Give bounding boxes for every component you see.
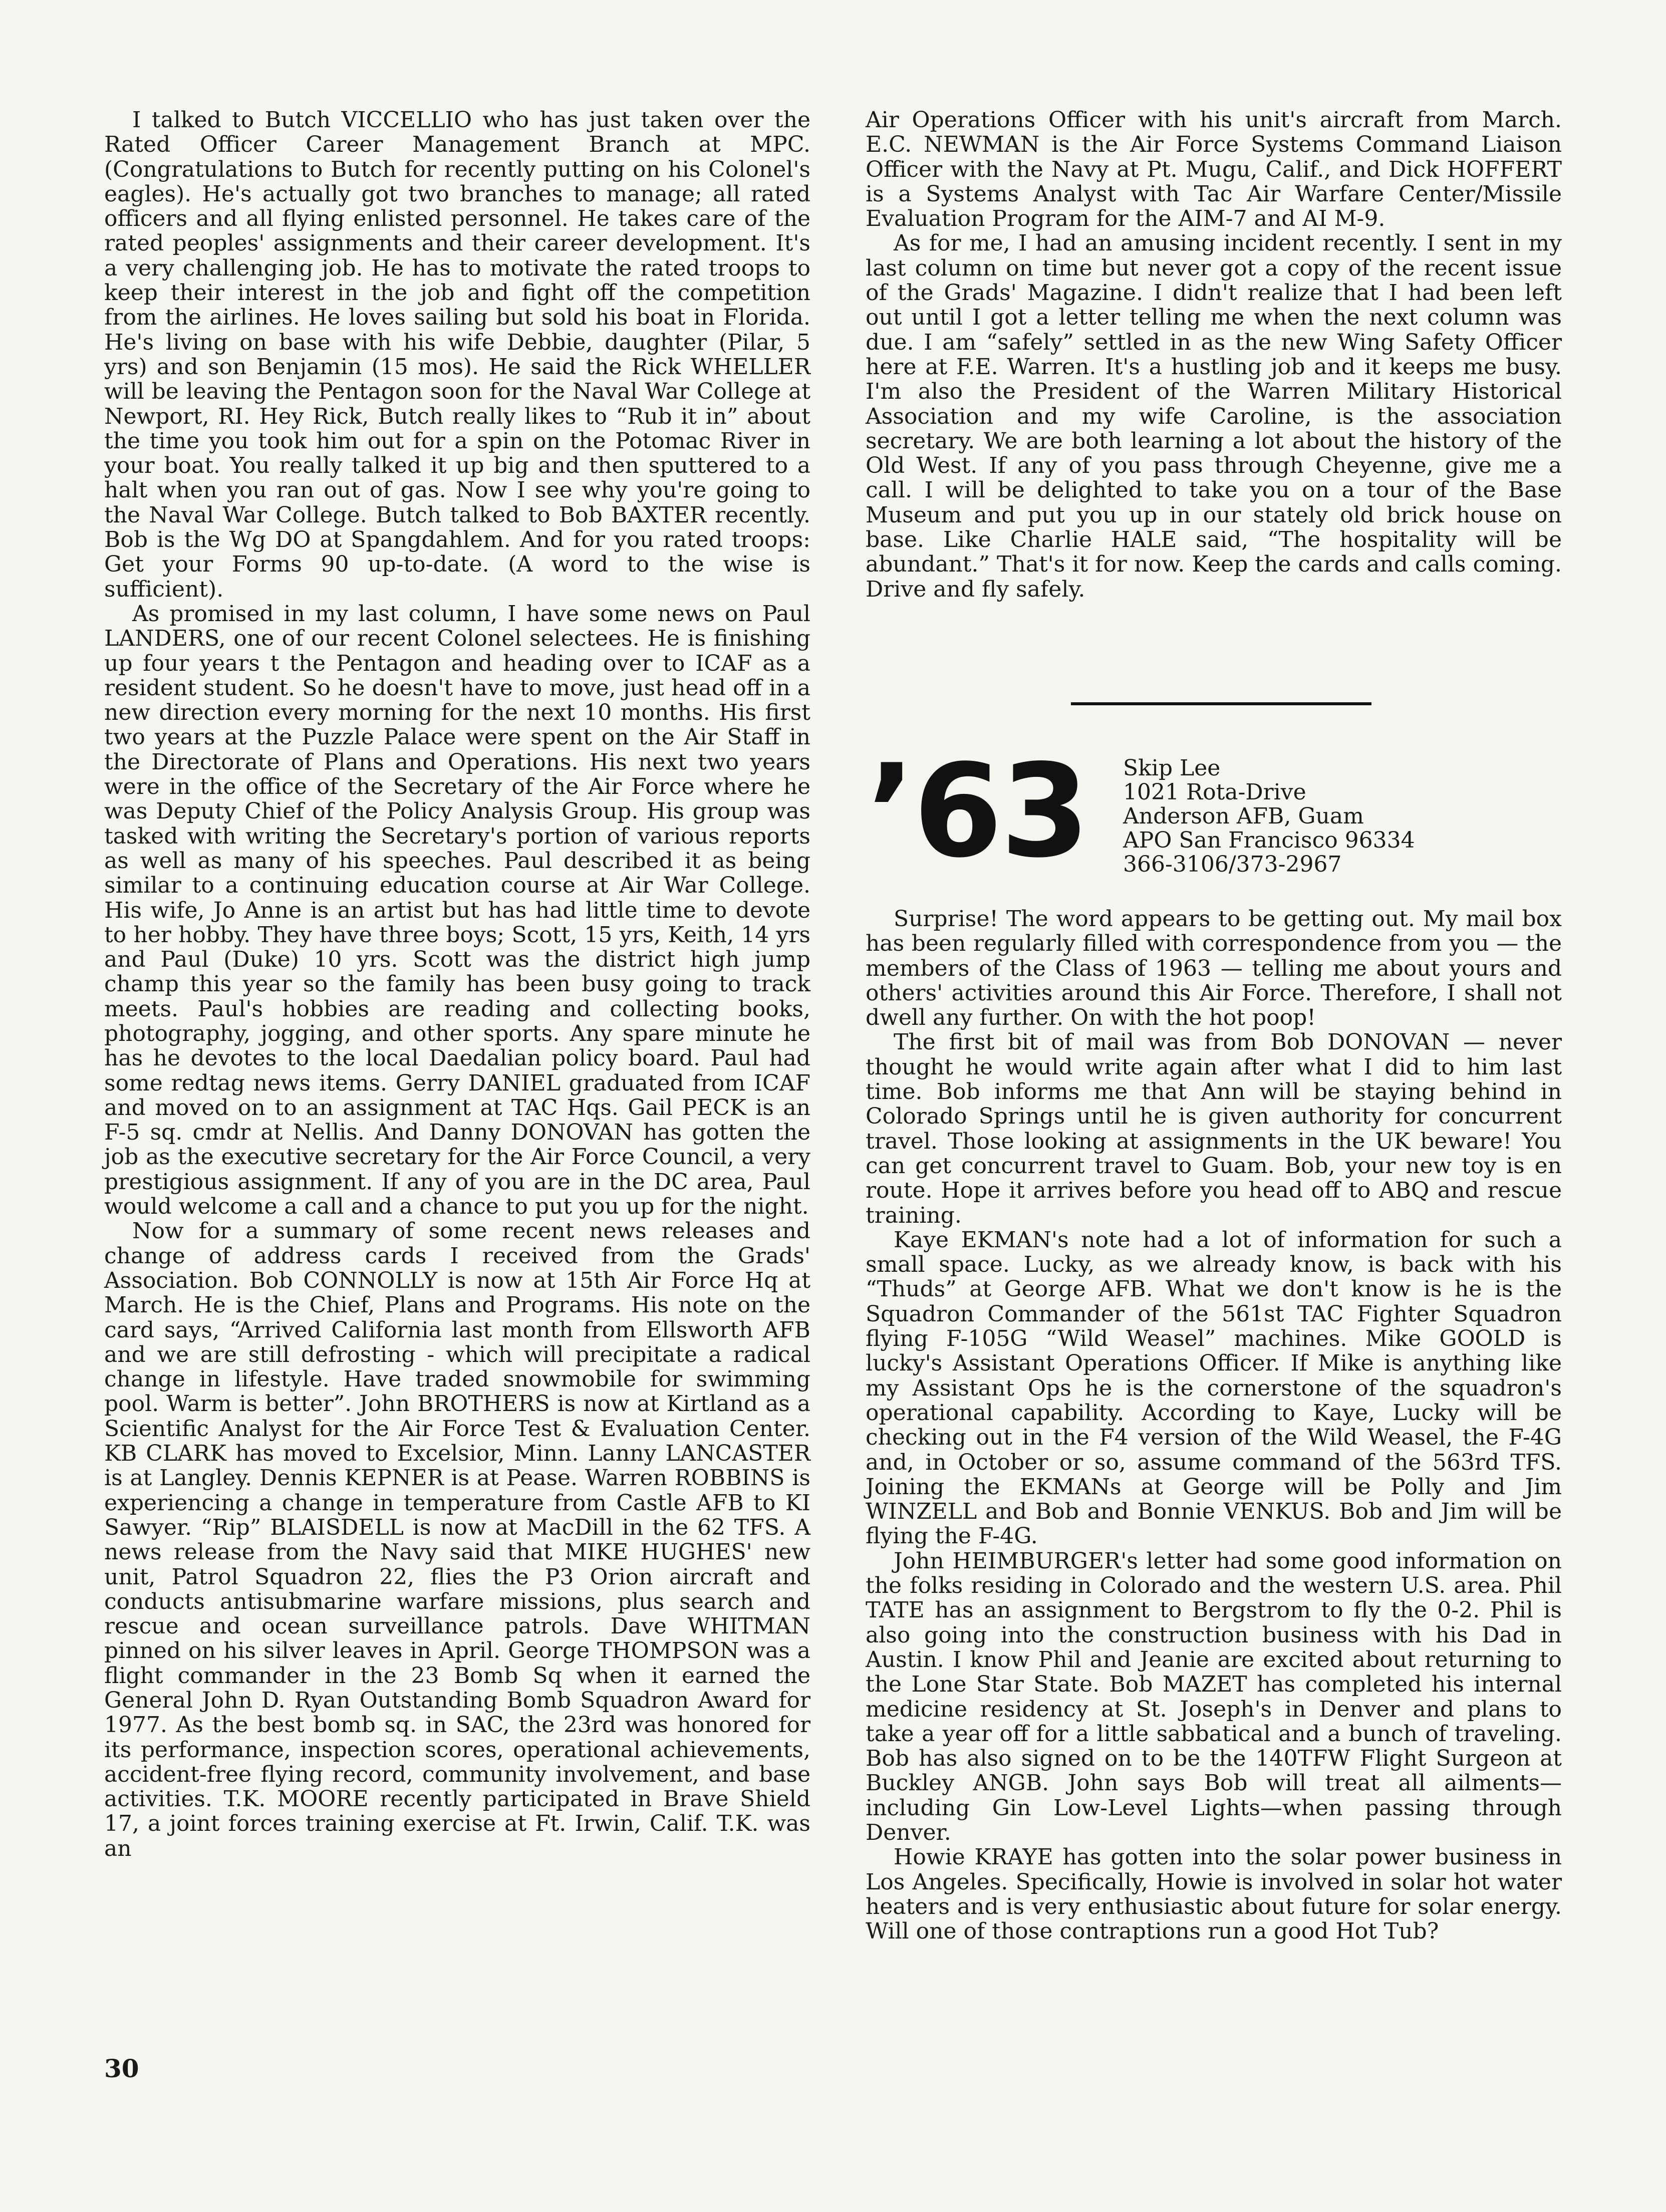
paragraph: Air Operations Officer with his unit's aircraft from March. E.C. NEWMAN is the Air Force Systems Command Liaison Officer with the Navy at Pt. Mugu, Calif., and Dick HOFFERT is a Systems Analyst with Tac Air Warfare Center/Missile Evaluation Program for the AIM-7 and AI M-9. xyxy=(866,107,1562,232)
paragraph: Kaye EKMAN's note had a lot of information for such a small space. Lucky, as we already know, is back with his “Thuds” at George AFB. What we don't know is he is the Squadron Commander of the 561st TAC Fighter Squadron flying F-105G “Wild Weasel” machines. Mike GOOLD is lucky's Assistant Operations Officer. If Mike is anything like my Assistant Ops he is the cornerstone of the squadron's operational capability. According to Kaye, Lucky will be checking out in the F4 version of the Wild Weasel, the F-4G and, in October or so, assume command of the 563rd TFS. Joining the EKMANs at George will be Polly and Jim WINZELL and Bob and Bonnie VENKUS. Bob and Jim will be flying the F-4G. xyxy=(866,1227,1562,1549)
correspondent-address xyxy=(1123,756,1415,877)
right-column-upper xyxy=(866,108,1562,602)
address-line: APO San Francisco 96334 xyxy=(1123,827,1415,853)
address-line: 1021 Rota-Drive xyxy=(1123,779,1306,805)
paragraph: I talked to Butch VICCELLIO who has just taken over the Rated Officer Career Management Branch at MPC. (Congratulations to Butch for recently putting on his Colonel's eagles). He's actually got two branches to manage; all rated officers and all flying enlisted personnel. He takes care of the rated peoples' assignments and their career development. It's a very challenging job. He has to motivate the rated troops to keep their interest in the job and fight off the competition from the airlines. He loves sailing but sold his boat in Florida. He's living on base with his wife Debbie, daughter (Pilar, 5 yrs) and son Benjamin (15 mos). He said the Rick WHELLER will be leaving the Pentagon soon for the Naval War College at Newport, RI. Hey Rick, Butch really likes to “Rub it in” about the time you took him out for a spin on the Potomac River in your boat. You really talked it up big and then sputtered to a halt when you ran out of gas. Now I see why you're going to the Naval War College. Butch talked to Bob BAXTER recently. Bob is the Wg DO at Spangdahlem. And for you rated troops: Get your Forms 90 up-to-date. (A word to the wise is sufficient). xyxy=(104,107,810,602)
section-divider xyxy=(1071,702,1371,705)
page-number: 30 xyxy=(104,2054,139,2083)
paragraph: Now for a summary of some recent news releases and change of address cards I received from the Grads' Association. Bob CONNOLLY is now at 15th Air Force Hq at March. He is the Chief, Plans and Programs. His note on the card says, “Arrived California last month from Ellsworth AFB and we are still defrosting - which will precipitate a radical change in lifestyle. Have traded snowmobile for swimming pool. Warm is better”. John BROTHERS is now at Kirtland as a Scientific Analyst for the Air Force Test & Evaluation Center. KB CLARK has moved to Excelsior, Minn. Lanny LANCASTER is at Langley. Dennis KEPNER is at Pease. Warren ROBBINS is experiencing a change in temperature from Castle AFB to KI Sawyer. “Rip” BLAISDELL is now at MacDill in the 62 TFS. A news release from the Navy said that MIKE HUGHES' new unit, Patrol Squadron 22, flies the P3 Orion aircraft and conducts antisubmarine warfare missions, plus search and rescue and ocean surveillance patrols. Dave WHITMAN pinned on his silver leaves in April. George THOMPSON was a flight commander in the 23 Bomb Sq when it earned the General John D. Ryan Outstanding Bomb Squadron Award for 1977. As the best bomb sq. in SAC, the 23rd was honored for its performance, inspection scores, operational achievements, accident-free flying record, community involvement, and base activities. T.K. MOORE recently participated in Brave Shield 17, a joint forces training exercise at Ft. Irwin, Calif. T.K. was an xyxy=(104,1218,810,1861)
paragraph: Howie KRAYE has gotten into the solar power business in Los Angeles. Specifically, Howie is involved in solar hot water heaters and is very enthusiastic about future for solar energy. Will one of those contraptions run a good Hot Tub? xyxy=(866,1844,1562,1945)
right-column-lower xyxy=(866,907,1562,1944)
paragraph: John HEIMBURGER's letter had some good information on the folks residing in Colorado and the western U.S. area. Phil TATE has an assignment to Bergstrom to fly the 0-2. Phil is also going into the construction business with his Dad in Austin. I know Phil and Jeanie are excited about returning to the Lone Star State. Bob MAZET has completed his internal medicine residency at St. Joseph's in Denver and plans to take a year off for a little sabbatical and a bunch of traveling. Bob has also signed on to be the 140TFW Flight Surgeon at Buckley ANGB. John says Bob will treat all ailments—including Gin Low-Level Lights—when passing through Denver. xyxy=(866,1548,1562,1845)
paragraph: As for me, I had an amusing incident recently. I sent in my last column on time but never got a copy of the recent issue of the Grads' Magazine. I didn't realize that I had been left out until I got a letter telling me when the next column was due. I am “safely” settled in as the new Wing Safety Officer here at F.E. Warren. It's a hustling job and it keeps me busy. I'm also the President of the Warren Military Historical Association and my wife Caroline, is the association secretary. We are both learning a lot about the history of the Old West. If any of you pass through Cheyenne, give me a call. I will be delighted to take you on a tour of the Base Museum and put you up in our stately old brick house on base. Like Charlie HALE said, “The hospitality will be abundant.” That's it for now. Keep the cards and calls coming. Drive and fly safely. xyxy=(866,230,1562,602)
class-header xyxy=(867,737,1563,887)
address-line: 366-3106/373-2967 xyxy=(1123,852,1342,877)
left-column xyxy=(104,108,810,1861)
address-line: Skip Lee xyxy=(1123,755,1221,781)
paragraph: As promised in my last column, I have some news on Paul LANDERS, one of our recent Colonel selectees. He is finishing up four years t the Pentagon and heading over to ICAF as a resident student. So he doesn't have to move, just head off in a new direction every morning for the next 10 months. His first two years at the Puzzle Palace were spent on the Air Staff in the Directorate of Plans and Operations. His next two years were in the office of the Secretary of the Air Force where he was Deputy Chief of the Policy Analysis Group. His group was tasked with writing the Secretary's portion of various reports as well as many of his speeches. Paul described it as being similar to a continuing education course at Air War College. His wife, Jo Anne is an artist but has had little time to devote to her hobby. They have three boys; Scott, 15 yrs, Keith, 14 yrs and Paul (Duke) 10 yrs. Scott was the district high jump champ this year so the family has been busy going to track meets. Paul's hobbies are reading and collecting books, photography, jogging, and other sports. Any spare minute he has he devotes to the local Daedalian policy board. Paul had some redtag news items. Gerry DANIEL graduated from ICAF and moved on to an assignment at TAC Hqs. Gail PECK is an F-5 sq. cmdr at Nellis. And Danny DONOVAN has gotten the job as the executive secretary for the Air Force Council, a very prestigious assignment. If any of you are in the DC area, Paul would welcome a call and a chance to put you up for the night. xyxy=(104,601,810,1220)
paragraph: The first bit of mail was from Bob DONOVAN — never thought he would write again after what I did to him last time. Bob informs me that Ann will be staying behind in Colorado Springs until he is given authority for concurrent travel. Those looking at assignments in the UK beware! You can get concurrent travel to Guam. Bob, your new toy is en route. Hope it arrives before you head off to ABQ and rescue training. xyxy=(866,1029,1562,1228)
paragraph: Surprise! The word appears to be getting out. My mail box has been regularly filled with correspondence from you — the members of the Class of 1963 — telling me about yours and others' activities around this Air Force. Therefore, I shall not dwell any further. On with the hot poop! xyxy=(866,906,1562,1031)
address-line: Anderson AFB, Guam xyxy=(1123,803,1364,829)
class-year: ’63 xyxy=(867,737,1088,886)
